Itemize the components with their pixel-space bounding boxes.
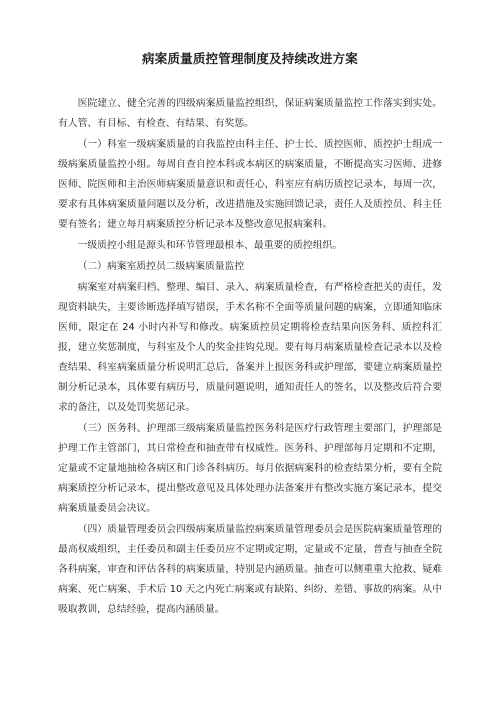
paragraph-level-three: （三）医务科、护理部三级病案质量监控医务科是医疗行政管理主要部门，护理部是护理工作主管部门，其日常检查和抽查带有权威性。医务科、护理部每月定期和不定期，定量或不定量地抽检各病区和门诊各科病历。每月依据病案科的检查结果分析，要有全院病案质控分析记录本，提出整改意见及具体处理办法备案并有整改实施方案记录本，提交病案质量委员会决议。 [58,423,442,514]
paragraph-level-two-heading: （二）病案室质控员二级病案质量监控 [77,261,245,272]
paragraph-level-four: （四）质量管理委员会四级病案质量监控病案质量管理委员会是医院病案质量管理的最高权威组织，主任委员和副主任委员应不定期或定期，定量或不定量，普查与抽查全院各科病案，审查和评估各科的病案质量，特别是内涵质量。抽查可以侧重重大抢救、疑难病案、死亡病案、手术后 10 天之内死亡病案或有缺陷、纠纷、差错、事故的病案。从中吸取教训，总结经验，提高内涵质量。 [58,524,442,615]
paragraph-level-one: （一）科室一级病案质量的自我监控由科主任、护士长、质控医师、质控护士组成一级病案质量监控小组。每周自查自控本科或本病区的病案质量，不断提高实习医师、进修医师、院医师和主治医师病案质量意识和责任心，科室应有病历质控记录本，每周一次，要求有具体病案质量问题以及分析，改进措施及实施回馈记录，责任人及质控员、科主任要有签名；建立每月病案质控分析记录本及整改意见报病案科。 [58,139,442,230]
paragraph-level-two: 病案室对病案归档、整理、编目、录入、病案质量检查，有严格检查把关的责任，发现资料缺失，主要诊断选择填写错误，手术名称不全面等质量问题的病案，立即通知临床医师，限定在 24 小时内补写和修改。病案质控员定期将检查结果向医务科、质控科汇报，建立奖惩制度，与科室及个人的奖金挂钩兑现。要有每月病案质量检查记录本以及检查结果、科室病案质量分析说明汇总后，备案并上报医务科或护理部，要建立病案质量控制分析记录本，具体要有病历号，质量问题说明，通知责任人的签名，以及整改后符合要求的备注，以及处罚奖惩记录。 [58,282,442,413]
paragraph-level-one-note: 一级质控小组是源头和环节管理最根本、最重要的质控组织。 [77,240,343,251]
paragraph-intro: 医院建立、健全完善的四级病案质量监控组织，保证病案质量监控工作落实到实处。有人管、有目标、有检查、有结果、有奖惩。 [58,98,442,129]
document-title: 病案质量质控管理制度及持续改进方案 [142,51,358,66]
